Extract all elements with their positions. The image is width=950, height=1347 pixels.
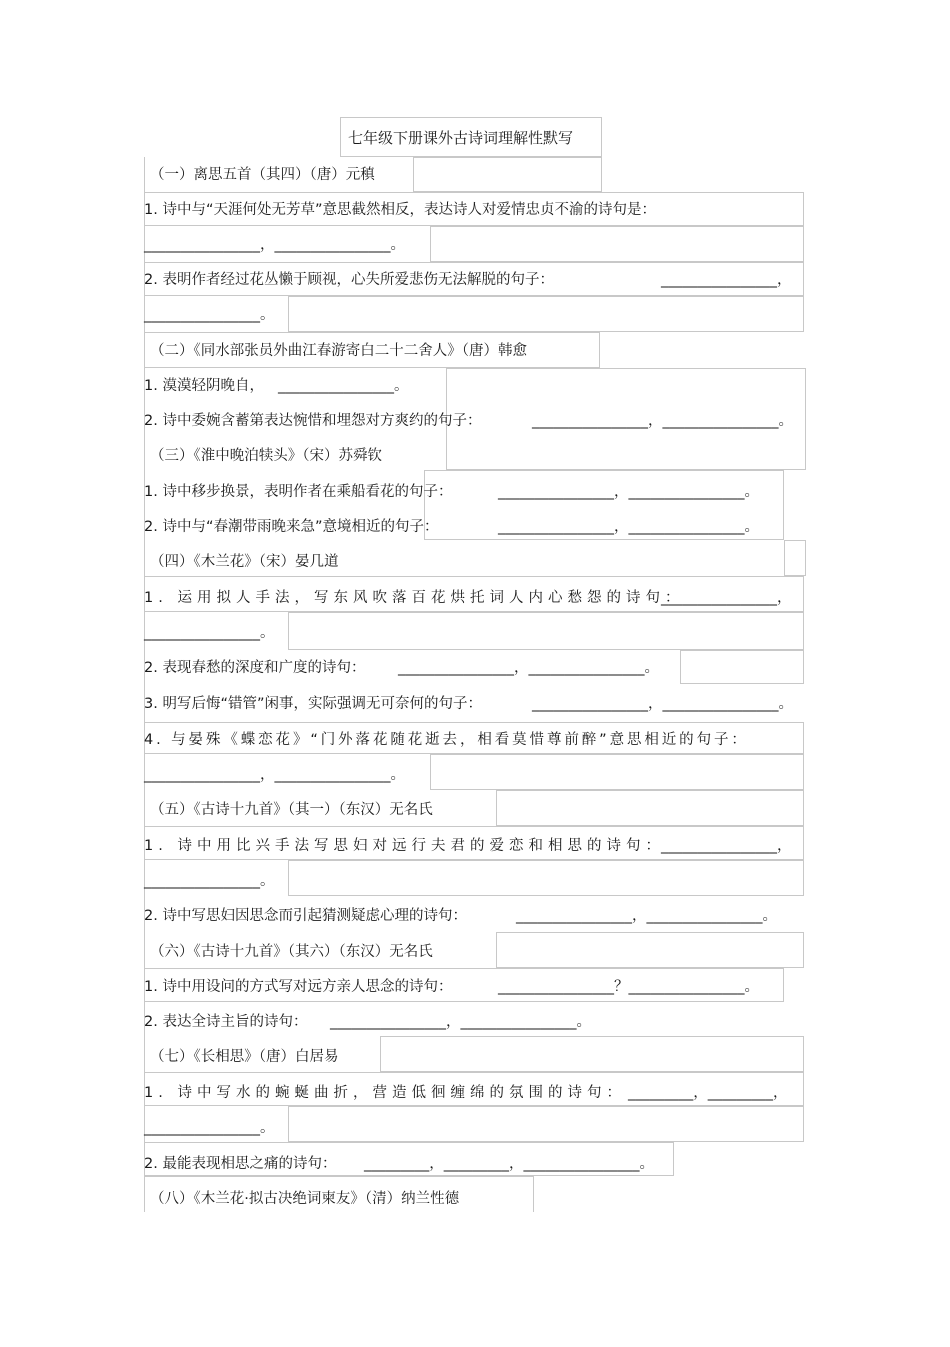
question-6-1: 1. 诗中用设问的方式写对远方亲人思念的诗句： [144, 979, 453, 995]
section-heading-1: （一）离思五首（其四）（唐）元稹 [150, 167, 375, 183]
answer-blank-3-2[interactable]: ________________，________________。 [498, 519, 759, 535]
answer-blank-4-2[interactable]: ________________，________________。 [398, 660, 659, 676]
scan-frame [288, 296, 804, 332]
page-title: 七年级下册课外古诗词理解性默写 [348, 129, 574, 147]
answer-blank-2-1[interactable]: ________________。 [278, 378, 409, 394]
scan-frame [496, 932, 804, 968]
scan-frame [496, 790, 804, 826]
question-1-2: 2. 表明作者经过花丛懒于顾视，心失所爱悲伤无法解脱的句子： [144, 272, 554, 288]
scan-frame [288, 612, 804, 650]
question-6-2: 2. 表达全诗主旨的诗句： [144, 1014, 308, 1030]
section-heading-7: （七）《长相思》（唐）白居易 [150, 1049, 339, 1065]
scan-frame [784, 540, 806, 576]
answer-blank-7-2[interactable]: _________，_________，________________。 [364, 1156, 654, 1172]
question-2-2: 2. 诗中委婉含蓄第表达惋惜和埋怨对方爽约的句子： [144, 413, 482, 429]
section-heading-4: （四）《木兰花》（宋）晏几道 [150, 554, 339, 570]
answer-blank-4-3[interactable]: ________________，________________。 [532, 696, 793, 712]
question-4-2: 2. 表现春愁的深度和广度的诗句： [144, 660, 366, 676]
question-5-1: 1. 诗中用比兴手法写思妇对远行夫君的爱恋和相思的诗句： [144, 838, 665, 854]
question-7-2: 2. 最能表现相思之痛的诗句： [144, 1156, 337, 1172]
answer-blank-5-1b[interactable]: ________________。 [144, 873, 275, 889]
scan-frame [288, 860, 804, 896]
answer-blank-3-1[interactable]: ________________，________________。 [498, 484, 759, 500]
answer-blank-5-1a[interactable]: ________________， [661, 838, 792, 854]
scan-frame [380, 1036, 804, 1072]
question-4-1: 1. 运用拟人手法，写东风吹落百花烘托词人内心愁怨的诗句： [144, 590, 685, 606]
question-4-3: 3. 明写后悔“错管”闲事，实际强调无可奈何的句子： [144, 696, 482, 712]
answer-blank-1-1[interactable]: ________________，________________。 [144, 237, 405, 253]
answer-blank-5-2[interactable]: ________________，________________。 [516, 908, 777, 924]
scan-frame [430, 226, 804, 262]
answer-blank-4-1a[interactable]: ________________， [661, 590, 792, 606]
answer-blank-7-1b[interactable]: ________________。 [144, 1120, 275, 1136]
section-heading-5: （五）《古诗十九首》（其一）（东汉）无名氏 [150, 802, 433, 818]
question-5-2: 2. 诗中写思妇因思念而引起猜测疑虑心理的诗句： [144, 908, 467, 924]
answer-blank-6-2[interactable]: ________________，________________。 [330, 1014, 591, 1030]
scan-frame [430, 754, 804, 790]
question-2-1: 1. 漠漠轻阴晚自， [144, 378, 264, 394]
question-7-1: 1. 诗中写水的蜿蜒曲折，营造低徊缠绵的氛围的诗句： [144, 1085, 626, 1101]
scan-frame [288, 1106, 804, 1142]
answer-blank-4-4[interactable]: ________________，________________。 [144, 767, 405, 783]
answer-blank-4-1b[interactable]: ________________。 [144, 625, 275, 641]
question-3-2: 2. 诗中与“春潮带雨晚来急”意境相近的句子： [144, 519, 439, 535]
scan-frame [680, 650, 804, 684]
answer-blank-7-1a[interactable]: _________，_________， [628, 1085, 788, 1101]
answer-blank-2-2[interactable]: ________________，________________。 [532, 413, 793, 429]
question-4-4: 4. 与晏殊《蝶恋花》“门外落花随花逝去，相看莫惜尊前醉”意思相近的句子： [144, 732, 749, 748]
question-1-1: 1. 诗中与“天涯何处无芳草”意思截然相反，表达诗人对爱情忠贞不渝的诗句是： [144, 202, 656, 218]
answer-blank-1-2b[interactable]: ________________。 [144, 307, 275, 323]
question-3-1: 1. 诗中移步换景，表明作者在乘船看花的句子： [144, 484, 453, 500]
scan-frame [413, 157, 602, 192]
section-heading-8: （八）《木兰花·拟古决绝词柬友》（清）纳兰性德 [150, 1191, 460, 1207]
section-heading-6: （六）《古诗十九首》（其六）（东汉）无名氏 [150, 944, 433, 960]
section-heading-3: （三）《淮中晚泊犊头》（宋）苏舜钦 [150, 448, 382, 464]
section-heading-2: （二）《同水部张员外曲江春游寄白二十二舍人》（唐）韩愈 [150, 343, 527, 359]
answer-blank-6-1[interactable]: ________________？________________。 [498, 979, 759, 995]
answer-blank-1-2a[interactable]: ________________， [661, 272, 792, 288]
